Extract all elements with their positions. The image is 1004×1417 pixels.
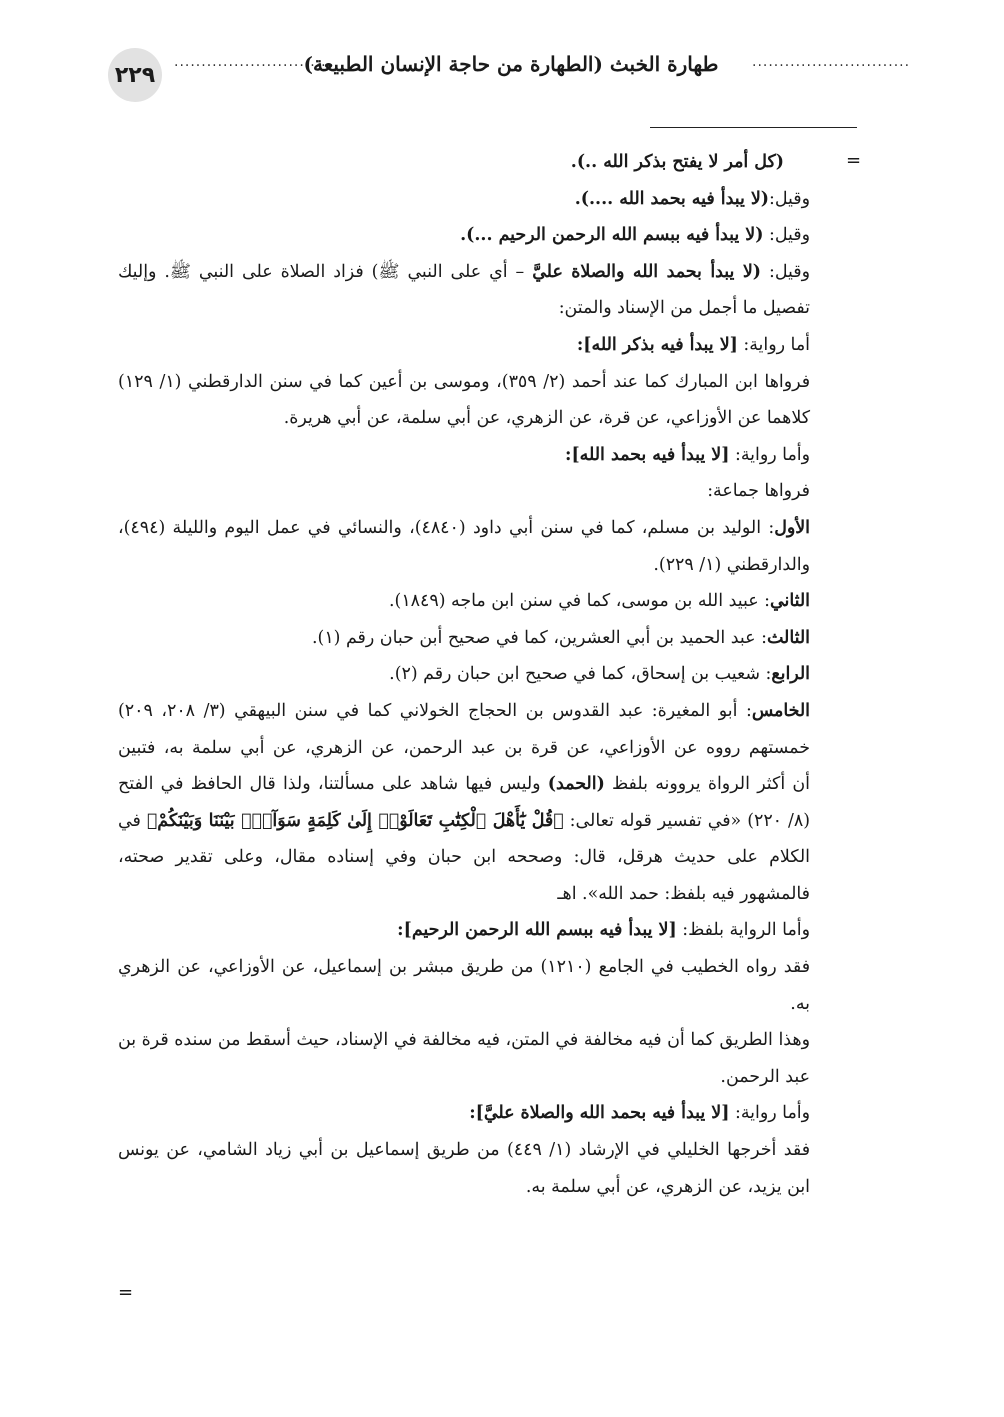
text-line	[118, 473, 810, 510]
line-text-continued: : أبو المغيرة: عبد القدوس بن الحجاج الخولاني كما في سنن البيهقي (٣/ ٢٠٨، ٢٠٩)	[118, 700, 752, 721]
text-line	[118, 1022, 810, 1059]
chapter-title: طهارة الخبث (الطهارة من حاجة الإنسان الطبيعة)	[303, 52, 719, 76]
bold-phrase: (لا يبدأ فيه بحمد الله ....).	[574, 188, 769, 209]
line-text-continued: : شعيب بن إسحاق، كما في صحيح ابن حبان رقم (٢).	[389, 664, 772, 685]
text-line	[118, 986, 810, 1023]
bold-phrase: (لا يبدأ فيه ببسم الله الرحمن الرحيم ...).	[460, 225, 764, 246]
continuation-mark-bottom: =	[118, 1282, 134, 1303]
line-text: والدارقطني (١/ ٢٢٩).	[653, 554, 810, 575]
line-text: فالمشهور فيه بلفظ: حمد الله». اهـ	[557, 883, 810, 904]
text-line	[118, 217, 810, 254]
bold-phrase: الثالث	[766, 627, 810, 648]
line-text: عبد الرحمن.	[720, 1066, 810, 1087]
line-text: وأما رواية:	[729, 1103, 810, 1124]
line-text-continued: – أي على النبي ﷺ) فزاد الصلاة على النبي ﷺ. وإليك	[118, 261, 533, 282]
line-text: ابن يزيد، عن الزهري، عن أبي سلمة به.	[525, 1176, 810, 1197]
line-text: وهذا الطريق كما أن فيه مخالفة في المتن، فيه مخالفة في الإسناد، حيث أسقط من سنده قرة بن	[118, 1030, 810, 1051]
line-text-continued: : عبيد الله بن موسى، كما في سنن ابن ماجه (١٨٤٩).	[388, 591, 770, 612]
line-text: أما رواية:	[737, 334, 810, 355]
leader-dots-right: .............................	[752, 54, 911, 70]
text-line	[118, 510, 810, 547]
text-line	[118, 620, 810, 657]
text-line	[118, 290, 810, 327]
bold-phrase: (لا يبدأ بحمد الله والصلاة عليَّ	[532, 261, 762, 282]
continuation-mark-top: =	[846, 150, 862, 171]
text-line	[118, 656, 810, 693]
text-line	[118, 803, 810, 840]
footnote-separator-rule	[650, 127, 857, 128]
bold-phrase: الأول	[774, 517, 810, 538]
line-text: كلاهما عن الأوزاعي، عن قرة، عن الزهري، عن أبي سلمة، عن أبي هريرة.	[283, 408, 810, 429]
bold-phrase: [لا يبدأ فيه بذكر الله]:	[576, 334, 738, 355]
line-text: الكلام على حديث هرقل، قال: وصححه ابن حبان وفي إسناده مقال، وعلى تقدير صحته،	[118, 847, 810, 868]
text-line	[118, 949, 810, 986]
line-text: فقد رواه الخطيب في الجامع (١٢١٠) من طريق مبشر بن إسماعيل، عن الأوزاعي، عن الزهري	[118, 957, 811, 978]
text-line	[118, 766, 810, 803]
page-number-badge: ٢٢٩	[108, 48, 162, 102]
line-text: وقيل:	[761, 261, 810, 282]
text-line	[118, 364, 810, 401]
bold-phrase: ﴿قُلْ يَٰٓأَهْلَ ٱلْكِتَٰبِ تَعَالَوْا۟ إِلَىٰ كَلِمَةٍ سَوَآءٍۭ بَيْنَنَا وَبَيْنَكُمْ﴾	[146, 810, 564, 831]
text-line	[118, 437, 810, 474]
text-line	[118, 1169, 810, 1206]
bold-phrase: (الحمد)	[547, 774, 605, 795]
leader-dots-left: .............................	[174, 54, 333, 70]
text-line	[118, 1095, 810, 1132]
line-text-continued: : الوليد بن مسلم، كما في سنن أبي داود (٤٨٤٠)، والنسائي في عمل اليوم والليلة (٤٩٤)،	[118, 517, 775, 538]
bold-phrase: [لا يبدأ فيه ببسم الله الرحمن الرحيم]:	[397, 920, 677, 941]
text-line	[118, 839, 810, 876]
line-text-continued: : عبد الحميد بن أبي العشرين، كما في صحيح أبن حبان رقم (١).	[312, 627, 767, 648]
text-line	[118, 912, 810, 949]
text-line	[118, 876, 810, 913]
line-text: (٨/ ٢٢٠) «في تفسير قوله تعالى:	[563, 810, 811, 831]
bold-phrase: [لا يبدأ فيه بحمد الله]:	[565, 444, 730, 465]
footnote-text-body	[118, 144, 810, 1205]
running-header	[108, 48, 911, 96]
line-text: أن أكثر الرواة يروونه بلفظ	[604, 774, 811, 795]
bold-phrase: [لا يبدأ فيه بحمد الله والصلاة عليَّ]:	[469, 1103, 730, 1124]
text-line	[118, 583, 810, 620]
line-text: وقيل:	[769, 188, 810, 209]
line-text: فقد أخرجها الخليلي في الإرشاد (١/ ٤٤٩) من طريق إسماعيل بن أبي زياد الشامي، عن يونس	[118, 1140, 811, 1161]
bold-phrase: الثاني	[769, 591, 810, 612]
text-line	[118, 181, 810, 218]
line-text: وأما رواية:	[729, 444, 810, 465]
text-line	[118, 1059, 810, 1096]
line-text: وأما الرواية بلفظ:	[676, 920, 810, 941]
text-line	[118, 400, 810, 437]
text-line	[118, 327, 810, 364]
line-text: به.	[790, 993, 810, 1014]
line-text: تفصيل ما أجمل من الإسناد والمتن:	[558, 298, 810, 319]
line-text: فرواها جماعة:	[707, 481, 810, 502]
text-line	[118, 730, 810, 767]
bold-phrase: الخامس	[751, 700, 810, 721]
line-text: خمستهم رووه عن الأوزاعي، عن قرة بن عبد الرحمن، عن الزهري، عن أبي سلمة به، فتبين	[118, 737, 810, 758]
bold-phrase: (كل أمر لا يفتح بذكر الله ..).	[570, 152, 784, 172]
line-text: فرواها ابن المبارك كما عند أحمد (٢/ ٣٥٩)، وموسى بن أعين كما في سنن الدارقطني (١/ ١٢٩)	[118, 371, 811, 392]
line-text-continued: في	[118, 810, 147, 831]
bold-phrase: الرابع	[771, 664, 810, 685]
text-line	[118, 693, 810, 730]
line-text: وقيل:	[763, 225, 810, 246]
line-text-continued: وليس فيها شاهد على مسألتنا، ولذا قال الحافظ في الفتح	[118, 774, 548, 795]
text-line	[118, 254, 810, 291]
text-line	[118, 144, 810, 181]
text-line	[118, 1132, 810, 1169]
text-line	[118, 547, 810, 584]
